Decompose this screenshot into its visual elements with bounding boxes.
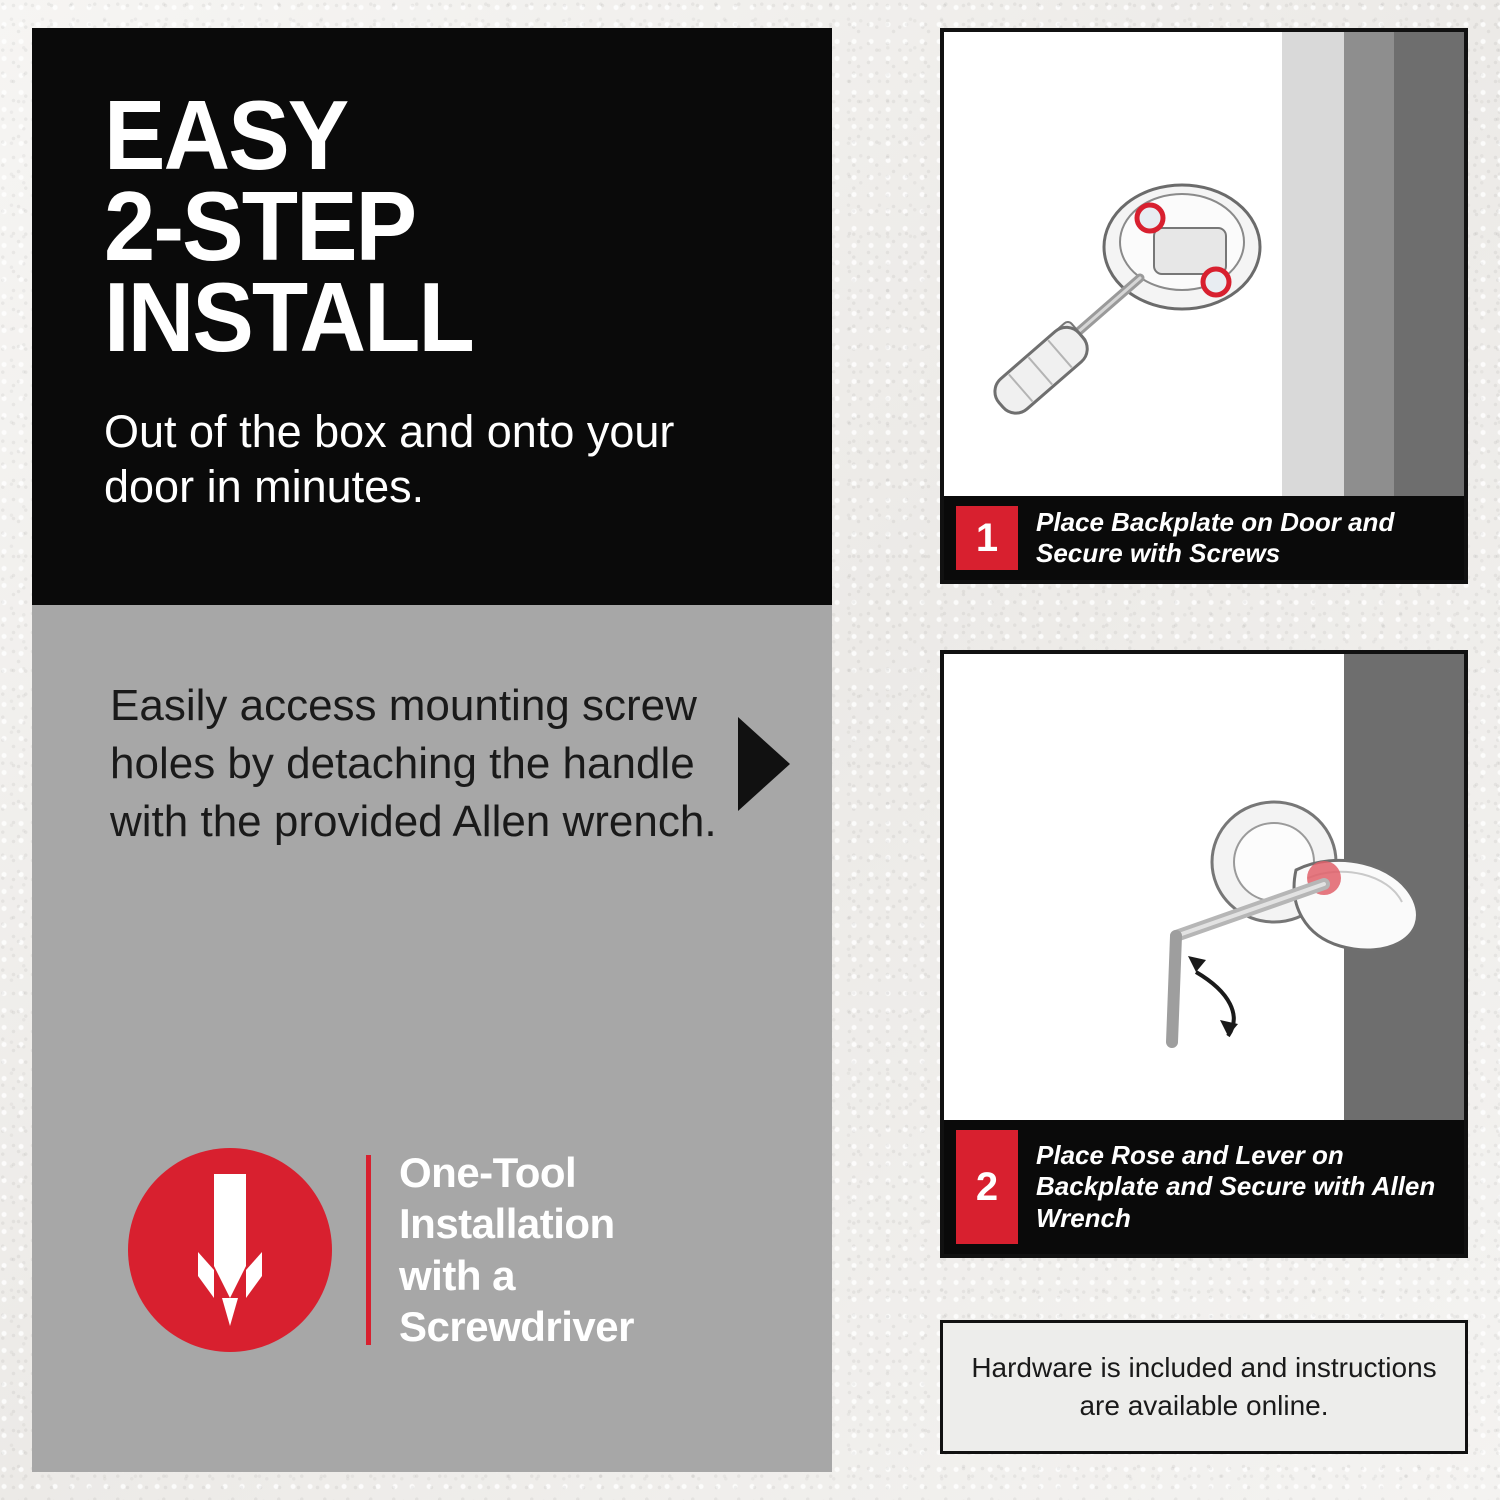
badge-divider [366, 1155, 371, 1345]
badge-line-3: with a [399, 1251, 516, 1299]
step-1-caption: Place Backplate on Door and Secure with Screws [1036, 506, 1395, 568]
hero-panel [32, 28, 832, 605]
footer-note: Hardware is included and instructions are available online. [940, 1320, 1468, 1454]
step-2-number: 2 [956, 1130, 1018, 1244]
backplate-screwdriver-illustration [944, 32, 1464, 500]
badge-line-2: Installation [399, 1200, 615, 1248]
triangle-right-icon [738, 717, 790, 811]
step-2-caption: Place Rose and Lever on Backplate and Secure with Allen Wrench [1036, 1140, 1436, 1233]
one-tool-badge [128, 1147, 634, 1352]
badge-line-1: One-Tool [399, 1149, 577, 1197]
rose-lever-allen-wrench-illustration [944, 654, 1464, 1124]
hero-title-line-3: INSTALL [104, 262, 473, 373]
detail-panel-body: Easily access mounting screw holes by detaching the handle with the provided Allen wrench. [110, 681, 717, 847]
hero-title-line-2: 2-STEP [104, 171, 416, 282]
badge-text [399, 1147, 634, 1352]
detail-panel [32, 605, 832, 1472]
step-1-caption-bar [944, 496, 1464, 580]
left-column [32, 28, 832, 1472]
step-1-number: 1 [956, 506, 1018, 570]
screwdriver-bit-icon [128, 1148, 332, 1352]
step-2-caption-bar [944, 1120, 1464, 1254]
step-card-2 [940, 650, 1468, 1258]
hero-title [104, 80, 736, 373]
step-card-1 [940, 28, 1468, 584]
badge-line-4: Screwdriver [399, 1302, 634, 1350]
hero-title-line-1: EASY [104, 80, 348, 190]
hero-subtitle: Out of the box and onto your door in minutes. [104, 406, 675, 513]
